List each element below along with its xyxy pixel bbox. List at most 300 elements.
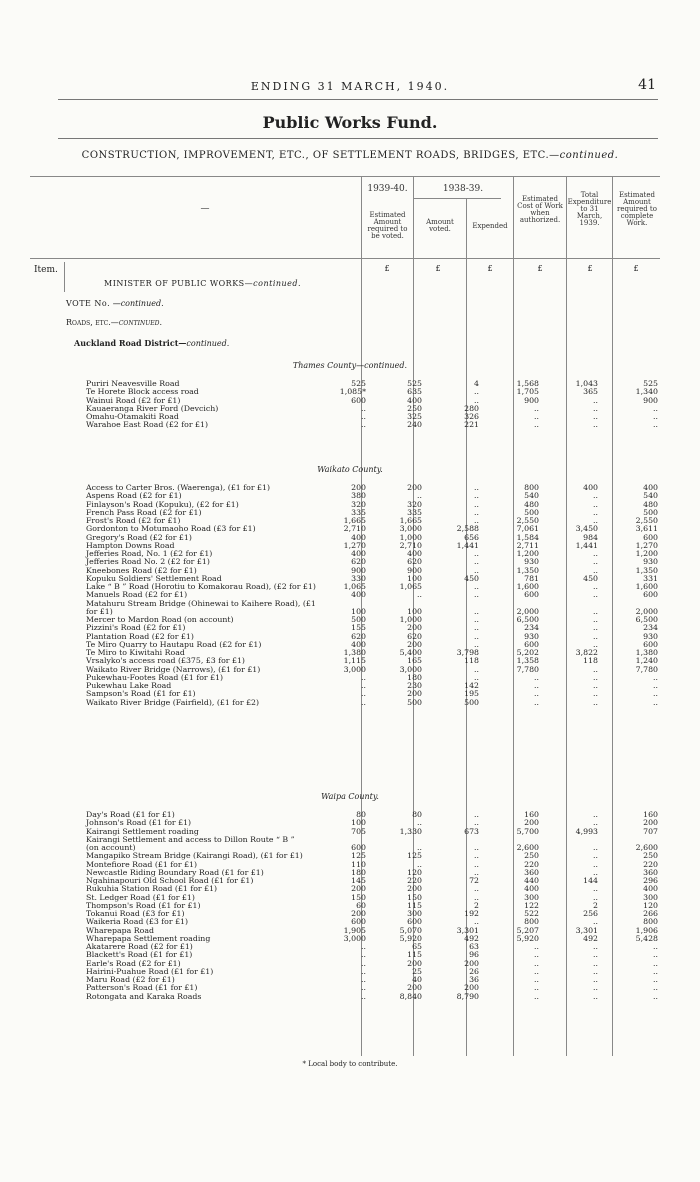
row-value-col4: 5,202: [516, 648, 539, 657]
row-name: Kairangi Settlement and access to Dillon Route “ B ”: [86, 834, 295, 844]
row-value-col1: 335: [351, 507, 366, 517]
row-value-col5: ..: [593, 892, 598, 902]
row-value-col5: ..: [593, 942, 598, 951]
row-value-col2: 120: [407, 867, 422, 877]
section-title: [0, 150, 700, 161]
row-value-col1: 1,905: [343, 925, 366, 935]
row-name: Montefiore Road (£1 for £1): [86, 859, 198, 869]
row-value-col5: ..: [593, 499, 598, 509]
row-name: Ngahinapouri Old School Road (£1 for £1): [86, 876, 254, 885]
row-value-col6: ..: [653, 681, 658, 690]
row-name: Mercer to Mardon Road (on account): [86, 615, 234, 624]
row-value-col2: 100: [407, 606, 422, 616]
row-name: Kauaeranga River Ford (Devcich): [86, 403, 219, 413]
row-value-col3: ..: [474, 672, 479, 682]
row-value-col3: 200: [464, 958, 479, 968]
row-value-col2: 180: [407, 672, 422, 682]
row-value-col1: 400: [351, 590, 366, 600]
row-value-col4: 2,550: [516, 516, 539, 525]
row-value-col6: 900: [643, 395, 658, 405]
row-value-col6: 300: [643, 892, 658, 902]
row-value-col3: ..: [474, 917, 479, 927]
pound-c5: £: [587, 264, 593, 273]
row-value-col2: 230: [407, 681, 422, 690]
row-value-col1: 380: [351, 491, 366, 501]
row-value-col6: ..: [653, 420, 658, 430]
row-value-col5: ..: [593, 958, 598, 968]
row-value-col3: ..: [474, 843, 479, 852]
row-value-col4: 1,200: [516, 549, 539, 558]
row-name: Kairangi Settlement roading: [86, 826, 199, 836]
fund-title: Public Works Fund.: [262, 113, 438, 132]
row-value-col6: ..: [653, 697, 658, 707]
row-value-col5: ..: [593, 491, 598, 501]
row-value-col3: 36: [469, 975, 479, 984]
row-value-col6: ..: [653, 689, 658, 699]
row-value-col1: 400: [351, 639, 366, 649]
row-value-col6: 250: [643, 851, 658, 861]
row-value-col3: ..: [474, 664, 479, 674]
row-value-col2: 80: [412, 810, 422, 819]
row-value-col6: 220: [643, 859, 658, 869]
section-heading-thames: Thames County—continued.: [292, 361, 408, 370]
row-value-col5: ..: [593, 403, 598, 413]
row-name: Wharepapa Settlement roading: [86, 933, 211, 943]
row-value-col1: 1,115: [343, 656, 366, 666]
pound-c4: £: [537, 264, 543, 273]
header-year-1939: 1939-40.: [367, 184, 408, 194]
row-value-col6: ..: [653, 672, 658, 682]
row-value-col1: 330: [351, 573, 366, 583]
row-value-col2: 5,920: [399, 933, 422, 943]
row-value-col6: 1,340: [635, 387, 658, 397]
row-value-col6: ..: [653, 942, 658, 951]
row-value-col4: ..: [534, 975, 539, 984]
vote-cont: —continued.: [112, 299, 164, 308]
row-value-col6: 707: [643, 826, 658, 836]
row-value-col5: 3,301: [575, 925, 598, 935]
minister-cont: continued.: [253, 279, 302, 288]
row-name: Day's Road (£1 for £1): [86, 810, 175, 819]
row-value-col1: 150: [351, 892, 366, 902]
row-value-col3: ..: [474, 851, 479, 861]
row-name: Manuels Road (£2 for £1): [86, 590, 188, 600]
row-value-col2: 250: [407, 403, 422, 413]
minister-heading: [104, 279, 301, 288]
section-title-cont: continued.: [559, 150, 619, 161]
row-value-col4: 2,711: [516, 540, 539, 550]
row-value-col1: ..: [361, 942, 366, 951]
row-value-col4: 300: [524, 892, 539, 902]
row-value-col1: 705: [351, 826, 366, 836]
row-name: Frost's Road (£2 for £1): [86, 516, 181, 525]
header-dash: —: [200, 204, 210, 214]
row-value-col3: 26: [469, 966, 479, 976]
row-value-col3: 280: [464, 403, 479, 413]
row-value-col2: 3,000: [399, 664, 422, 674]
row-value-col5: ..: [593, 851, 598, 861]
row-value-col2: 8,840: [399, 991, 422, 1001]
row-value-col2: 600: [407, 917, 422, 927]
row-value-col4: 1,600: [516, 582, 539, 591]
district-text: Auckland Road District—: [74, 338, 187, 348]
row-name: Te Miro Quarry to Hautapu Road (£2 for £1): [86, 639, 262, 649]
row-value-col2: ..: [417, 590, 422, 600]
pound-c3: £: [487, 264, 493, 273]
row-value-col6: 2,550: [635, 516, 658, 525]
row-value-col5: ..: [593, 843, 598, 852]
roads-text: Roads, etc.—: [66, 318, 119, 327]
row-value-col5: ..: [593, 917, 598, 927]
row-name: Access to Carter Bros. (Waerenga), (£1 for £1): [86, 483, 270, 492]
row-value-col6: 930: [643, 557, 658, 567]
row-name: Waikeria Road (£3 for £1): [86, 917, 189, 927]
row-value-col6: 1,200: [635, 549, 658, 558]
row-value-col4: 234: [524, 623, 539, 633]
pound-c6: £: [633, 264, 639, 273]
row-name: Thompson's Road (£1 for £1): [86, 900, 201, 910]
page-number: 41: [638, 77, 656, 93]
row-value-col1: 500: [351, 615, 366, 624]
row-value-col5: 450: [583, 573, 598, 583]
row-value-col4: 800: [524, 917, 539, 927]
row-name: Wharepapa Road: [86, 925, 154, 935]
row-value-col6: 331: [643, 573, 658, 583]
row-value-col1: 1,665: [343, 516, 366, 525]
row-value-col1: 600: [351, 843, 366, 852]
rows-thames: [0, 380, 700, 430]
row-name: Te Miro to Kiwitahi Road: [86, 648, 185, 657]
row-value-col6: 800: [643, 917, 658, 927]
header-total-expenditure: Total Expenditure to 31 March, 1939.: [567, 191, 612, 227]
row-value-col2: 200: [407, 958, 422, 968]
row-value-col2: 1,000: [399, 532, 422, 542]
header-est-cost: Estimated Cost of Work when authorized.: [517, 195, 563, 224]
row-value-col1: 110: [351, 859, 366, 869]
row-value-col2: ..: [417, 859, 422, 869]
row-value-col5: ..: [593, 867, 598, 877]
row-value-col1: 155: [351, 623, 366, 633]
row-value-col5: ..: [593, 420, 598, 430]
year2-rule: [413, 198, 501, 199]
row-value-col1: ..: [361, 991, 366, 1001]
row-value-col3: 96: [469, 950, 479, 960]
row-value-col1: ..: [361, 403, 366, 413]
row-value-col1: 125: [351, 851, 366, 861]
row-value-col6: 1,350: [635, 565, 658, 575]
row-value-col4: 930: [524, 557, 539, 567]
row-value-col6: ..: [653, 991, 658, 1001]
row-name: Earle's Road (£2 for £1): [86, 958, 181, 968]
row-name: Maru Road (£2 for £1): [86, 975, 175, 984]
row-value-col2: 5,070: [399, 925, 422, 935]
row-value-col2: 400: [407, 395, 422, 405]
row-value-col2: 900: [407, 565, 422, 575]
row-value-col4: 2,600: [516, 843, 539, 852]
row-value-col4: 160: [524, 810, 539, 819]
row-name: Sampson's Road (£1 for £1): [86, 689, 196, 699]
row-value-col1: 1,085*: [339, 387, 366, 397]
row-value-col2: 320: [407, 499, 422, 509]
row-value-col4: 122: [524, 900, 539, 910]
row-value-col4: ..: [534, 942, 539, 951]
footnote: * Local body to contribute.: [302, 1060, 398, 1068]
row-value-col2: 1,000: [399, 615, 422, 624]
row-value-col5: ..: [593, 582, 598, 591]
row-value-col3: ..: [474, 565, 479, 575]
row-value-col5: ..: [593, 689, 598, 699]
row-value-col4: ..: [534, 412, 539, 421]
row-value-col5: ..: [593, 884, 598, 894]
row-value-col2: ..: [417, 491, 422, 501]
row-value-col6: 500: [643, 507, 658, 517]
row-name: Kneebones Road (£2 for £1): [86, 565, 197, 575]
row-value-col4: 1,568: [516, 379, 539, 388]
row-value-col4: 1,350: [516, 565, 539, 575]
row-value-col2: 40: [412, 975, 422, 984]
header-expended: Expended: [472, 222, 508, 230]
row-value-col4: 200: [524, 818, 539, 828]
row-value-col6: ..: [653, 403, 658, 413]
row-value-col1: 600: [351, 917, 366, 927]
row-value-col5: ..: [593, 507, 598, 517]
row-value-col2: 5,400: [399, 648, 422, 657]
row-value-col1: 3,000: [343, 933, 366, 943]
row-name: French Pass Road (£2 for £1): [86, 507, 202, 517]
row-value-col2: 115: [407, 950, 422, 960]
row-value-col6: 525: [643, 379, 658, 388]
row-value-col4: ..: [534, 958, 539, 968]
row-value-col3: ..: [474, 810, 479, 819]
row-value-col3: 118: [464, 656, 479, 666]
row-value-col4: ..: [534, 966, 539, 976]
row-value-col2: 100: [407, 573, 422, 583]
row-value-col6: 600: [643, 590, 658, 600]
header-amount-voted: Amount voted.: [426, 218, 454, 233]
district-cont: continued.: [186, 339, 230, 348]
row-value-col5: ..: [593, 549, 598, 558]
row-value-col6: 480: [643, 499, 658, 509]
row-value-col1: 200: [351, 909, 366, 918]
roads-heading: [66, 318, 162, 327]
table-row: [0, 993, 700, 1001]
row-value-col2: 335: [407, 507, 422, 517]
row-value-col5: 4,993: [575, 826, 598, 836]
row-value-col3: 2,588: [456, 524, 479, 534]
row-value-col4: 600: [524, 639, 539, 649]
row-name: Johnson's Road (£1 for £1): [86, 818, 192, 828]
row-value-col3: ..: [474, 549, 479, 558]
row-name: Tokanui Road (£3 for £1): [86, 909, 185, 918]
row-value-col5: 492: [583, 933, 598, 943]
row-value-col6: 5,428: [635, 933, 658, 943]
row-value-col6: 1,270: [635, 540, 658, 550]
row-value-col2: 65: [412, 942, 422, 951]
row-value-col5: 118: [583, 656, 598, 666]
row-value-col6: 360: [643, 867, 658, 877]
row-value-col6: 6,500: [635, 615, 658, 624]
row-value-col3: 2: [474, 900, 479, 910]
row-value-col1: 400: [351, 532, 366, 542]
row-value-col4: 522: [524, 909, 539, 918]
row-value-col2: 200: [407, 483, 422, 492]
row-value-col6: 296: [643, 876, 658, 885]
row-value-col1: 620: [351, 557, 366, 567]
row-value-col6: 930: [643, 631, 658, 641]
vote-text: VOTE No.: [66, 299, 111, 308]
row-value-col3: ..: [474, 859, 479, 869]
row-name: Patterson's Road (£1 for £1): [86, 983, 198, 993]
row-value-col3: 1,441: [456, 540, 479, 550]
row-value-col2: 1,330: [399, 826, 422, 836]
row-name: Jefferies Road, No. 1 (£2 for £1): [86, 549, 213, 558]
row-value-col1: 1,380: [343, 648, 366, 657]
row-value-col5: ..: [593, 810, 598, 819]
row-value-col6: 3,611: [635, 524, 658, 534]
row-value-col1: 180: [351, 867, 366, 877]
row-value-col1: 525: [351, 379, 366, 388]
row-value-col3: ..: [474, 867, 479, 877]
row-value-col6: 1,240: [635, 656, 658, 666]
row-value-col1: ..: [361, 420, 366, 430]
row-value-col2: 2,710: [399, 540, 422, 550]
row-value-col4: ..: [534, 991, 539, 1001]
row-value-col1: ..: [361, 958, 366, 968]
row-value-col2: ..: [417, 843, 422, 852]
row-value-col5: ..: [593, 412, 598, 421]
table-row: [0, 421, 700, 429]
row-name: Te Horete Block access road: [86, 387, 199, 397]
row-name: Gregory's Road (£2 for £1): [86, 532, 192, 542]
row-value-col6: ..: [653, 950, 658, 960]
row-value-col1: ..: [361, 681, 366, 690]
row-value-col6: 120: [643, 900, 658, 910]
row-value-col1: 620: [351, 631, 366, 641]
row-value-col3: ..: [474, 557, 479, 567]
row-value-col1: ..: [361, 950, 366, 960]
row-value-col4: 360: [524, 867, 539, 877]
row-value-col6: 266: [643, 909, 658, 918]
row-value-col3: ..: [474, 615, 479, 624]
row-name: Newcastle Riding Boundary Road (£1 for £1): [86, 867, 264, 877]
row-value-col4: 2,000: [516, 606, 539, 616]
row-name: Aspens Road (£2 for £1): [86, 491, 182, 501]
row-value-col1: 600: [351, 395, 366, 405]
row-value-col1: ..: [361, 672, 366, 682]
row-value-col4: 5,920: [516, 933, 539, 943]
row-value-col3: 200: [464, 983, 479, 993]
row-value-col2: 200: [407, 983, 422, 993]
row-value-col6: 1,600: [635, 582, 658, 591]
row-value-col1: ..: [361, 697, 366, 707]
item-label: Item.: [34, 265, 58, 275]
row-value-col4: ..: [534, 403, 539, 413]
top-rule: [58, 99, 658, 100]
row-name: Pizzini's Road (£2 for £1): [86, 623, 186, 633]
row-value-col5: ..: [593, 975, 598, 984]
row-value-col1: 320: [351, 499, 366, 509]
row-value-col6: ..: [653, 966, 658, 976]
row-value-col3: ..: [474, 884, 479, 894]
row-name: for £1): [86, 606, 113, 616]
row-value-col4: 220: [524, 859, 539, 869]
row-name: Kopuku Soldiers' Settlement Road: [86, 573, 222, 583]
row-value-col4: 1,358: [516, 656, 539, 666]
row-value-col2: 525: [407, 379, 422, 388]
section-heading-waikato: Waikato County.: [317, 465, 383, 474]
row-name: Pukewhau-Footes Road (£1 for £1): [86, 672, 224, 682]
row-name: Warahoe East Road (£2 for £1): [86, 420, 208, 430]
row-value-col5: ..: [593, 859, 598, 869]
row-value-col6: 1,380: [635, 648, 658, 657]
row-value-col2: 165: [407, 656, 422, 666]
row-value-col5: ..: [593, 983, 598, 993]
row-value-col3: ..: [474, 491, 479, 501]
row-value-col5: ..: [593, 991, 598, 1001]
row-value-col4: 540: [524, 491, 539, 501]
row-value-col3: ..: [474, 892, 479, 902]
row-value-col3: ..: [474, 387, 479, 397]
row-value-col3: 500: [464, 697, 479, 707]
row-value-col2: 240: [407, 420, 422, 430]
row-value-col6: 540: [643, 491, 658, 501]
row-value-col5: ..: [593, 557, 598, 567]
pound-c1: £: [384, 264, 390, 273]
row-name: Hampton Downs Road: [86, 540, 175, 550]
header-est-complete: Estimated Amount required to complete Work.: [617, 191, 657, 227]
row-name: Waikato River Bridge (Narrows), (£1 for £1): [86, 664, 261, 674]
row-name: Puriri Neavesville Road: [86, 379, 180, 388]
row-value-col1: ..: [361, 412, 366, 421]
rows-waikato: [0, 484, 700, 707]
row-value-col4: 930: [524, 631, 539, 641]
row-value-col3: 492: [464, 933, 479, 943]
row-name: Finlayson's Road (Kopuku), (£2 for £1): [86, 499, 239, 509]
row-value-col6: 400: [643, 884, 658, 894]
row-name: Pukewhau Lake Road: [86, 681, 172, 690]
row-value-col2: 1,665: [399, 516, 422, 525]
row-value-col1: 400: [351, 549, 366, 558]
row-name: Akatarere Road (£2 for £1): [86, 942, 193, 951]
row-value-col5: ..: [593, 681, 598, 690]
row-value-col1: 100: [351, 606, 366, 616]
row-value-col6: ..: [653, 958, 658, 968]
row-value-col1: 145: [351, 876, 366, 885]
row-name: Matahuru Stream Bridge (Ohinewai to Kaihere Road), (£1: [86, 598, 316, 608]
row-value-col5: ..: [593, 395, 598, 405]
row-value-col2: 25: [412, 966, 422, 976]
table-row: [0, 699, 700, 707]
row-value-col4: 6,500: [516, 615, 539, 624]
row-value-col2: 150: [407, 892, 422, 902]
row-value-col6: 1,906: [635, 925, 658, 935]
row-value-col1: 100: [351, 818, 366, 828]
row-value-col1: 1,065: [343, 582, 366, 591]
item-divider: [64, 262, 65, 292]
rows-waipa: [0, 811, 700, 1001]
row-value-col6: 160: [643, 810, 658, 819]
row-value-col5: 984: [583, 532, 598, 542]
row-value-col4: 440: [524, 876, 539, 885]
row-value-col4: 480: [524, 499, 539, 509]
row-value-col4: ..: [534, 689, 539, 699]
row-value-col2: ..: [417, 818, 422, 828]
row-value-col2: 220: [407, 876, 422, 885]
row-value-col6: 2,600: [635, 843, 658, 852]
row-name: (on account): [86, 843, 136, 852]
row-value-col3: ..: [474, 606, 479, 616]
row-value-col1: 2,710: [343, 524, 366, 534]
